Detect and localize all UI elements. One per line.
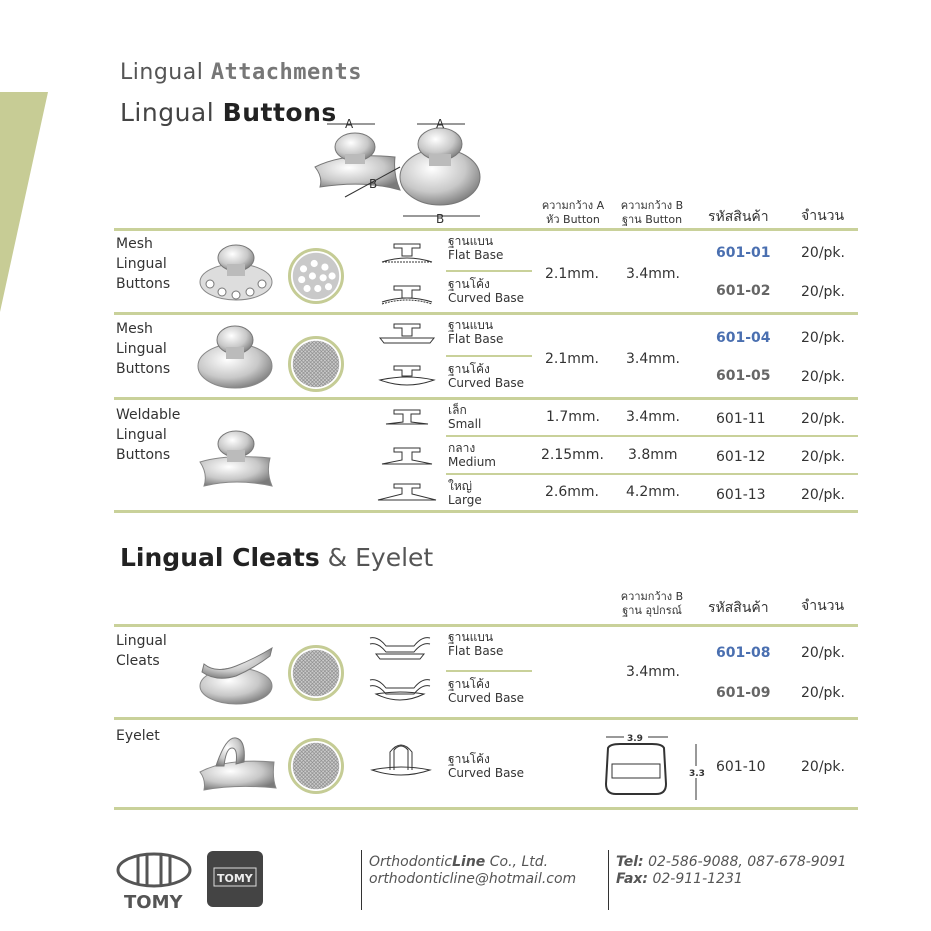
col-head-width-a: ความกว้าง A หัว Button [541, 199, 605, 226]
tomy-logo [114, 848, 194, 910]
divider [446, 270, 532, 272]
product-name: Lingual Cleats [116, 633, 167, 669]
quantity: 20/pk. [801, 487, 845, 503]
flat-base-profile-icon [378, 320, 436, 346]
quantity: 20/pk. [801, 449, 845, 465]
base-type-label: เล็ก Small [448, 403, 482, 431]
width-a-value: 1.7mm. [546, 409, 600, 425]
width-b-value: 3.4mm. [626, 266, 680, 282]
product-code: 601-02 [716, 283, 771, 299]
button-dimension-diagram [305, 112, 495, 227]
base-type-label: ใหญ่ Large [448, 479, 482, 507]
divider [446, 355, 532, 357]
width-b-value: 3.4mm. [626, 351, 680, 367]
product-code: 601-10 [716, 759, 766, 775]
divider [114, 807, 858, 810]
heading-lingual-cleats-eyelet: Lingual Cleats & Eyelet [120, 543, 434, 572]
product-code: 601-08 [716, 645, 771, 661]
divider [114, 397, 858, 400]
medium-profile-icon [378, 444, 436, 468]
curved-base-profile-icon [378, 362, 436, 390]
col-head-code: รหัสสินค้า [708, 209, 769, 225]
base-type-label: ฐานแบน Flat Base [448, 318, 504, 346]
flat-base-profile-icon [378, 240, 436, 266]
tomy-badge-logo [206, 850, 264, 908]
divider [608, 850, 609, 910]
col-head-width-b: ความกว้าง B ฐาน Button [620, 199, 684, 226]
base-type-label: ฐานแบน Flat Base [448, 630, 504, 658]
width-a-value: 2.1mm. [545, 266, 599, 282]
base-type-label: ฐานโค้ง Curved Base [448, 277, 525, 305]
product-code: 601-01 [716, 245, 771, 261]
product-name: Weldable Lingual Buttons [116, 407, 181, 463]
product-code: 601-04 [716, 330, 771, 346]
base-type-label: กลาง Medium [448, 441, 496, 469]
quantity: 20/pk. [801, 330, 845, 346]
quantity: 20/pk. [801, 411, 845, 427]
eyelet-dimension-diagram [600, 730, 705, 806]
mesh-pad-photo [288, 645, 344, 701]
width-b-value: 3.8mm [628, 447, 678, 463]
base-type-label: ฐานโค้ง Curved Base [448, 677, 525, 705]
mesh-pad-photo [288, 336, 344, 392]
contact-info: Tel: 02-586-9088, 087-678-9091 Fax: 02-911-1231 [616, 854, 847, 887]
divider [446, 473, 858, 475]
product-name: Eyelet [116, 728, 160, 744]
divider [446, 670, 532, 672]
product-code: 601-11 [716, 411, 766, 427]
lingual-cleat-photo [196, 644, 276, 706]
product-code: 601-12 [716, 449, 766, 465]
base-type-label: ฐานโค้ง Curved Base [448, 752, 525, 780]
mesh-button-photo [198, 238, 274, 304]
mesh-button-photo [196, 320, 274, 390]
svg-text:B: B [436, 212, 445, 226]
width-a-value: 2.1mm. [545, 351, 599, 367]
width-b-value: 3.4mm. [626, 664, 680, 680]
heading-lingual-attachments: Lingual Attachments [120, 60, 363, 85]
width-a-value: 2.6mm. [545, 484, 599, 500]
divider [114, 510, 858, 513]
divider [114, 624, 858, 627]
svg-text:3.3: 3.3 [689, 769, 705, 779]
mesh-pad-photo [288, 738, 344, 794]
svg-text:TOMY: TOMY [124, 892, 183, 910]
product-name: Mesh Lingual Buttons [116, 321, 171, 377]
company-info: OrthodonticLine Co., Ltd. orthodonticline@hotmail.com [369, 854, 577, 887]
decorative-green-bar [0, 92, 48, 312]
product-code: 601-09 [716, 685, 771, 701]
eyelet-photo [196, 732, 278, 792]
quantity: 20/pk. [801, 284, 845, 300]
quantity: 20/pk. [801, 645, 845, 661]
small-profile-icon [378, 406, 436, 430]
heading-lingual-buttons: Lingual Buttons [120, 98, 337, 127]
curved-base-profile-icon [378, 282, 436, 308]
col-head-width-b: ความกว้าง B ฐาน อุปกรณ์ [620, 590, 684, 617]
product-code: 601-05 [716, 368, 771, 384]
col-head-qty: จำนวน [801, 598, 845, 614]
divider [361, 850, 362, 910]
width-b-value: 3.4mm. [626, 409, 680, 425]
width-a-value: 2.15mm. [541, 447, 604, 463]
base-type-label: ฐานแบน Flat Base [448, 234, 504, 262]
email-text: orthodonticline@hotmail.com [369, 871, 577, 887]
svg-text:TOMY: TOMY [217, 872, 253, 885]
mesh-pad-photo [288, 248, 344, 304]
cleat-curved-base-profile-icon [366, 674, 434, 706]
col-head-qty: จำนวน [801, 208, 845, 224]
weldable-button-photo [196, 428, 276, 490]
quantity: 20/pk. [801, 245, 845, 261]
product-code: 601-13 [716, 487, 766, 503]
product-name: Mesh Lingual Buttons [116, 236, 171, 292]
svg-text:A: A [345, 117, 354, 131]
quantity: 20/pk. [801, 685, 845, 701]
quantity: 20/pk. [801, 759, 845, 775]
divider [446, 435, 858, 437]
svg-text:A: A [436, 117, 445, 131]
quantity: 20/pk. [801, 369, 845, 385]
divider [114, 717, 858, 720]
svg-text:B: B [369, 177, 378, 191]
base-type-label: ฐานโค้ง Curved Base [448, 362, 525, 390]
large-profile-icon [376, 480, 438, 504]
cleat-flat-base-profile-icon [366, 632, 434, 662]
divider [114, 312, 858, 315]
width-b-value: 4.2mm. [626, 484, 680, 500]
col-head-code: รหัสสินค้า [708, 600, 769, 616]
eyelet-profile-icon [368, 740, 434, 780]
divider [114, 228, 858, 231]
svg-text:3.9: 3.9 [627, 734, 643, 744]
